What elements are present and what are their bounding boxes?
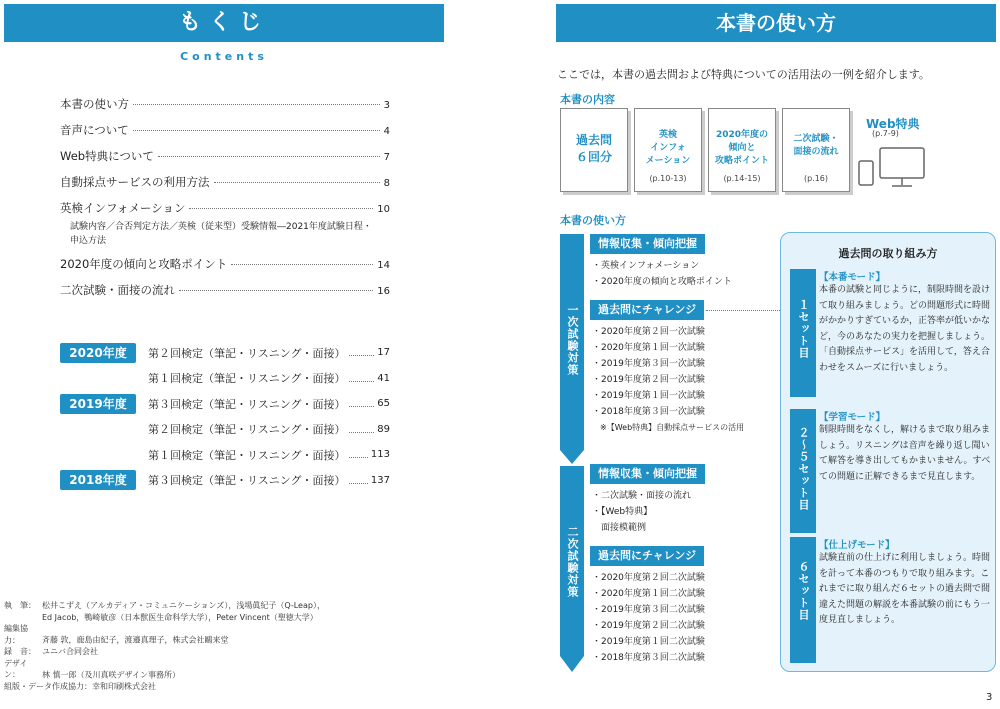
step-challenge-second: 過去問にチャレンジ [590,546,704,566]
web-bonus-pages: (p.7-9) [872,129,899,138]
card-info[interactable]: 英検 インフォ メーション (p.10-13) [634,108,702,192]
mode-arrow-1: １セット目 [790,269,816,397]
year-badge: 2019年度 [60,394,136,414]
step-info-first: 情報収集・傾向把握 [590,234,705,254]
year-item[interactable]: 第１回検定（筆記・リスニング・面接） 113 [148,448,390,462]
year-item[interactable]: 2019年度 第３回検定（筆記・リスニング・面接） 65 [60,391,390,417]
year-item[interactable]: 第１回検定（筆記・リスニング・面接） 41 [148,372,390,386]
year-item[interactable]: 2018年度 第３回検定（筆記・リスニング・面接） 137 [60,468,390,494]
toc-subitems: 試験内容／合否判定方法／英検（従来型）受験情報―2021年度試験日程・申込方法 [70,222,372,246]
step-challenge-first-list: ・2020年度第２回一次試験 ・2020年度第１回一次試験 ・2019年度第３回一次試験 ・2019年度第２回一次試験 ・2019年度第１回一次試験 ・2018年度第３回一次試験 ※【Web特典】自動採点サービスの活用 [592,327,745,432]
usage-label: 本書の使い方 [560,214,626,227]
approach-panel [780,232,996,672]
mode-arrow-2: ２〜５セット目 [790,409,816,533]
credit-line: デザイン： 林 慎一郎（及川真咲デザイン事務所） [4,658,180,679]
toc-item[interactable]: 本書の使い方 3 [60,97,390,111]
step-info-second-list: ・二次試験・面接の流れ ・【Web特典】 面接模範例 [592,491,692,533]
arrow-head-icon [560,450,584,464]
step-challenge-first: 過去問にチャレンジ [590,300,704,320]
toc-item[interactable]: 自動採点サービスの利用方法 8 [60,175,390,189]
arrow-head-icon [560,656,584,672]
mode-title-2: 【学習モード】 [819,412,886,423]
credit-line: 録 音： ユニバ合同会社 [4,647,98,656]
mode-arrow-3: ６セット目 [790,537,816,663]
connector-line [706,310,780,311]
step-info-first-list: ・英検インフォメーション ・2020年度の傾向と攻略ポイント [592,261,732,287]
card-interview[interactable]: 二次試験・ 面接の流れ (p.16) [782,108,850,192]
mode-text-2: 制限時間をなくし，解けるまで取り組みましょう。リスニングは音声を繰り返し聞いて解答を導き出してもかまいません。すべての問題に正解できるまで見直します。 [819,425,991,482]
first-stage-arrow: 一次試験対策 [560,234,584,450]
credit-line: 組版・データ作成協力：幸和印刷株式会社 [4,681,156,691]
toc-item[interactable]: Web特典について 7 [60,149,390,163]
panel-title: 過去問の取り組み方 [838,247,938,260]
year-list [60,340,390,493]
credit-line: Ed Jacob，鴨崎敏彦（日本獣医生命科学大学），Peter Vincent（聖徳大学） [42,612,318,622]
intro-text: ここでは，本書の過去問および特典についての活用法の一例を紹介します。 [557,68,930,81]
year-item[interactable]: 第２回検定（筆記・リスニング・面接） 89 [148,423,390,437]
card-trends[interactable]: 2020年度の 傾向と 攻略ポイント (p.14-15) [708,108,776,192]
mode-text-3: 試験直前の仕上げに利用しましょう。時間を計って本番のつもりで取り組みます。これまでに取り組んだ６セットの過去問で間違えた問題の解説を本番試験の前にもう一度見直しましょう。 [819,553,991,625]
toc-list [60,98,390,310]
book-contents-label: 本書の内容 [560,93,615,106]
year-badge: 2018年度 [60,470,136,490]
usage-title: 本書の使い方 [556,4,996,42]
toc-item[interactable]: 音声について 4 [60,123,390,137]
mode-title-3: 【仕上げモード】 [819,540,895,551]
devices-icon [858,145,928,191]
year-item[interactable]: 2020年度 第２回検定（筆記・リスニング・面接） 17 [60,340,390,366]
toc-item[interactable]: 英検インフォメーション 10 [60,201,390,215]
contents-subtitle: Contents [180,50,268,63]
credits [4,600,325,692]
step-info-second: 情報収集・傾向把握 [590,464,705,484]
credit-line: 編集協力： 斉藤 敦，鹿島由紀子，渡邉真理子，株式会社鷗来堂 [4,624,229,645]
web-bonus-title: Web特典 [866,117,920,131]
contents-title: もくじ [4,4,444,42]
page-number: 3 [986,692,993,703]
mode-title-1: 【本番モード】 [819,272,886,283]
card-past-exams[interactable]: 過去問 ６回分 [560,108,628,192]
toc-item[interactable]: 2020年度の傾向と攻略ポイント 14 [60,257,390,271]
second-stage-arrow: 二次試験対策 [560,466,584,656]
credit-line: 執 筆： 松井こずえ（アルカディア・コミュニケーションズ），浅場眞紀子（Q-Leap）， [4,601,325,610]
mode-text-1: 本番の試験と同じように，制限時間を設けて取り組みましょう。どの問題形式に時間がかかりすぎているか，正答率が低いかなど，今のあなたの実力を把握しましょう。「自動採点サービス」を活用して，答え合わせをスムーズに行いましょう。 [819,285,991,373]
step-challenge-second-list: ・2020年度第２回二次試験 ・2020年度第１回二次試験 ・2019年度第３回二次試験 ・2019年度第２回二次試験 ・2019年度第１回二次試験 ・2018年度第３回二次試験 [592,573,705,663]
toc-item[interactable]: 二次試験・面接の流れ 16 [60,283,390,297]
year-badge: 2020年度 [60,343,136,363]
